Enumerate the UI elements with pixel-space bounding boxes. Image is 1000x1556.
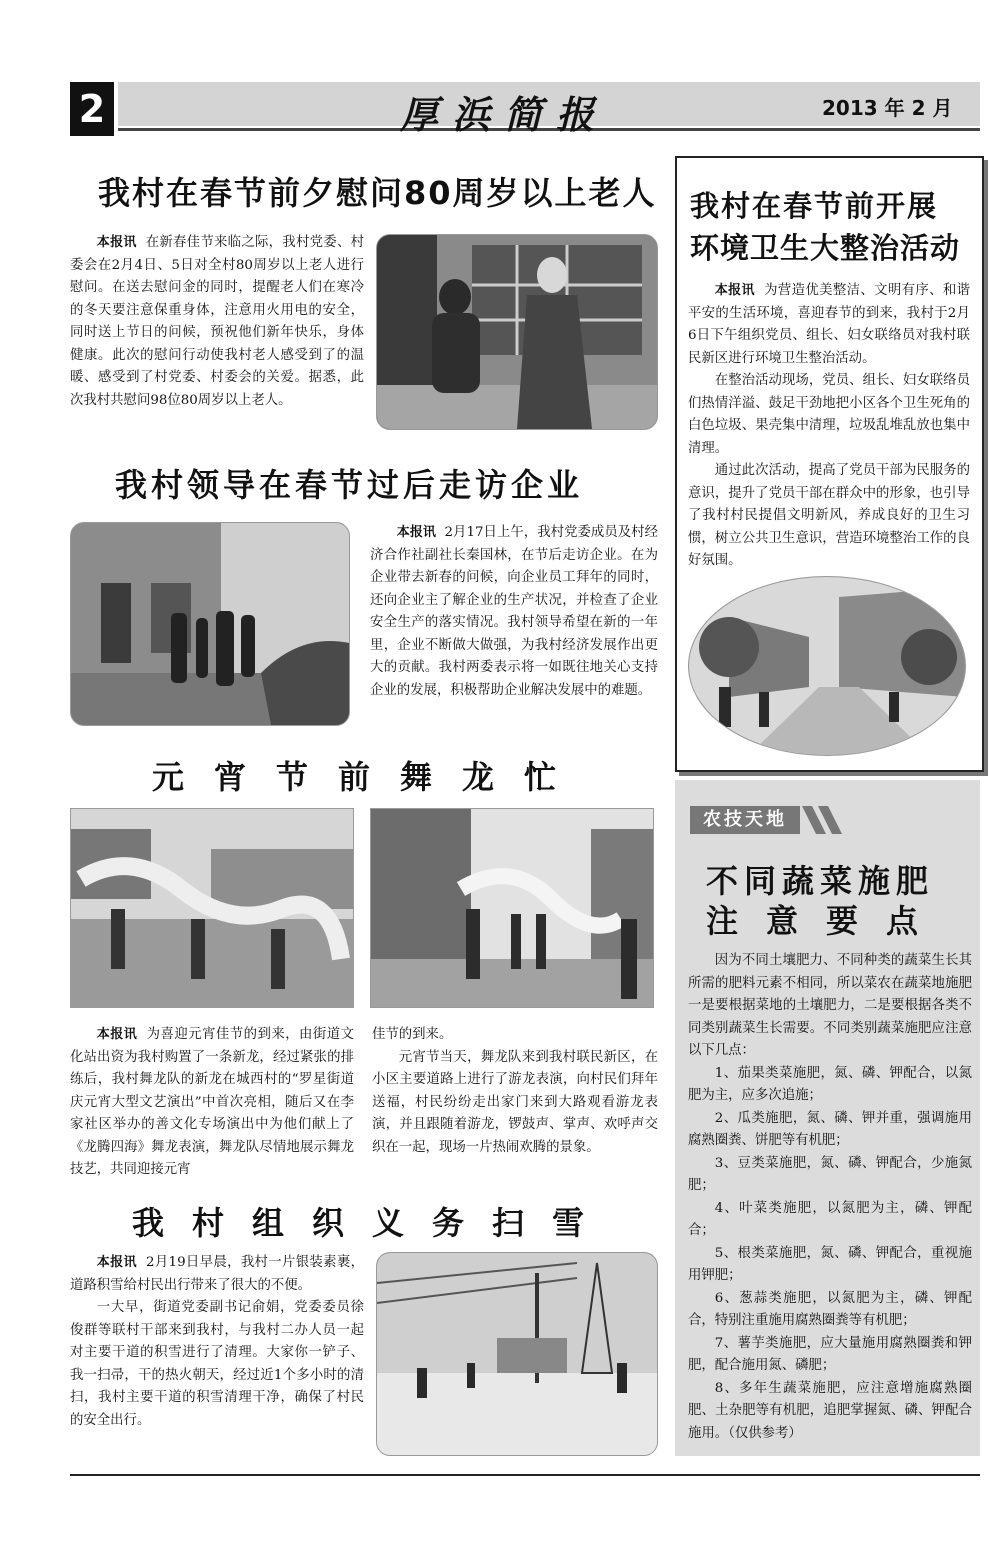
article3-photo-right — [370, 808, 654, 1008]
article5-body — [688, 280, 970, 573]
article4-text-1: 2月19日早晨，我村一片银装素裹，道路积雪给村民出行带来了很大的不便。 — [70, 1255, 364, 1293]
dragon-parade-photo — [371, 809, 653, 1007]
article6-item: 4、叶菜类施肥，以氮肥为主，磷、钾配合； — [688, 1200, 972, 1238]
article6-item: 3、豆类菜施肥，氮、磷、钾配合，少施氮肥； — [688, 1155, 972, 1193]
article6-item: 8、多年生蔬菜施肥，应注意增施腐熟圈肥、土杂肥等有机肥，追肥掌握氮、磷、钾配合施用。（仅供参考） — [688, 1380, 972, 1441]
article1-lead: 本报讯 — [96, 235, 137, 250]
article5-lead: 本报讯 — [714, 283, 755, 298]
section-tag-stripes — [802, 806, 852, 834]
street-cleaning-photo — [689, 577, 965, 755]
article6-item: 1、茄果类菜施肥，氮、磷、钾配合，以氮肥为主，应多次追施； — [688, 1065, 972, 1103]
bottom-rule — [70, 1474, 980, 1476]
page-number: 2 — [70, 82, 114, 136]
article5-photo — [688, 576, 966, 756]
masthead: 厚浜简报 — [400, 92, 609, 137]
article6-title-line1: 不同蔬菜施肥 — [706, 862, 935, 900]
article5-text-2: 在整治活动现场，党员、组长、妇女联络员们热情洋溢、鼓足干劲地把小区各个卫生死角的白色垃圾、果壳集中清理，垃圾乱堆乱放也集中清理。 — [688, 373, 970, 456]
article2-body — [370, 522, 658, 702]
article4-title: 我村组织义务扫雪 — [132, 1204, 613, 1242]
article4-photo — [376, 1252, 658, 1456]
article5-title-line1: 我村在春节前开展 — [690, 189, 939, 223]
enterprise-visit-photo — [71, 523, 349, 725]
article1-title: 我村在春节前夕慰问80周岁以上老人 — [98, 174, 657, 212]
article6-item: 7、薯芋类施肥，应大量施用腐熟圈粪和钾肥，配合施用氮、磷肥； — [688, 1335, 972, 1373]
snow-sweeping-photo — [377, 1253, 657, 1455]
article3-photo-left — [70, 808, 354, 1008]
article3-lead: 本报讯 — [96, 1027, 138, 1042]
article5-title-line2: 环境卫生大整治活动 — [690, 231, 961, 265]
article6-item: 6、葱蒜类施肥，以氮肥为主，磷、钾配合，特别注重施用腐熟圈粪等有机肥； — [688, 1290, 972, 1328]
article6-title-line2: 注意要点 — [706, 902, 947, 940]
article1-body — [70, 232, 364, 412]
article2-text: 2月17日上午，我村党委成员及村经济合作社副社长秦国林，在节后走访企业。在为企业带去新春的问候，向企业员工拜年的同时，还向企业主了解企业的生产状况，并检查了企业安全生产的落实情况。我村领导希望在新的一年里，企业不断做大做强，为我村经济发展作出更大的贡献。我村两委表示将一如既往地关心支持企业的发展，积极帮助企业解决发展中的难题。 — [370, 525, 658, 698]
issue-date: 2013 年 2 月 — [822, 96, 953, 120]
article5-text-1: 为营造优美整洁、文明有序、和谐平安的生活环境，喜迎春节的到来，我村于2月6日下午组织党员、组长、妇女联络员对我村联民新区进行环境卫生整治活动。 — [688, 283, 970, 366]
article3-text-right-1: 佳节的到来。 — [372, 1027, 453, 1042]
section-tag: 农技天地 — [690, 806, 800, 834]
article6-intro: 因为不同土壤肥力、不同种类的蔬菜生长其所需的肥料元素不相同，所以菜农在蔬菜地施肥一是要根据菜地的土壤肥力，二是要根据各类不同类别蔬菜生长需要。不同类别蔬菜施肥应注意以下几点： — [688, 953, 972, 1058]
article1-photo — [376, 234, 658, 430]
dragon-dance-photo — [71, 809, 353, 1007]
article6-item: 5、根类菜施肥，氮、磷、钾配合，重视施用钾肥； — [688, 1245, 972, 1283]
article4-text-2: 一大早，街道党委副书记俞娟，党委委员徐俊群等联村干部来到我村，与我村二办人员一起对主要干道的积雪进行了清理。大家你一铲子、我一扫帚，干的热火朝天，经过近1个多小时的清扫，我村主要干道的积雪清理干净，确保了村民的安全出行。 — [70, 1300, 364, 1428]
article1-text: 在新春佳节来临之际，我村党委、村委会在2月4日、5日对全村80周岁以上老人进行慰问。在送去慰问金的同时，提醒老人们在寒冷的冬天要注意保重身体，注意用火用电的安全，同时送上节日的问候，预祝他们新年快乐，身体健康。此次的慰问行动使我村老人感受到了的温暖、感受到了村党委、村委会的关爱。据悉，此次我村共慰问98位80周岁以上老人。 — [70, 235, 365, 408]
article5-text-3: 通过此次活动，提高了党员干部为民服务的意识，提升了党员干部在群众中的形象，也引导了我村村民提倡文明新风，养成良好的卫生习惯，树立公共卫生意识，营造环境整治工作的良好氛围。 — [688, 463, 970, 568]
article2-photo — [70, 522, 350, 726]
article6-body — [688, 950, 972, 1445]
article3-text-left: 为喜迎元宵佳节的到来，由街道文化站出资为我村购置了一条新龙，经过紧张的排练后，我村舞龙队的新龙在城西村的“罗星街道庆元宵大型文艺演出”中首次亮相，随后又在李家社区举办的善文化专场演出中为他们献上了《龙腾四海》舞龙表演，舞龙队尽情地展示舞龙技艺，共同迎接元宵 — [70, 1027, 355, 1177]
article3-body-left — [70, 1024, 354, 1182]
article4-body — [70, 1252, 364, 1432]
article4-lead: 本报讯 — [96, 1255, 137, 1270]
elderly-visit-photo — [377, 235, 657, 429]
article3-body-right — [372, 1024, 658, 1159]
article6-item: 2、瓜类施肥，氮、磷、钾并重，强调施用腐熟圈粪、饼肥等有机肥； — [688, 1110, 972, 1148]
article3-text-right-2: 元宵节当天，舞龙队来到我村联民新区，在小区主要道路上进行了游龙表演，向村民们拜年送福，村民纷纷走出家门来到大路观看游龙表演，并且跟随着游龙，锣鼓声、掌声、欢呼声交织在一起，现场一片热闹欢腾的景象。 — [372, 1049, 658, 1155]
article2-title: 我村领导在春节过后走访企业 — [115, 466, 584, 504]
article2-lead: 本报讯 — [396, 525, 436, 540]
article3-title: 元宵节前舞龙忙 — [152, 758, 587, 796]
